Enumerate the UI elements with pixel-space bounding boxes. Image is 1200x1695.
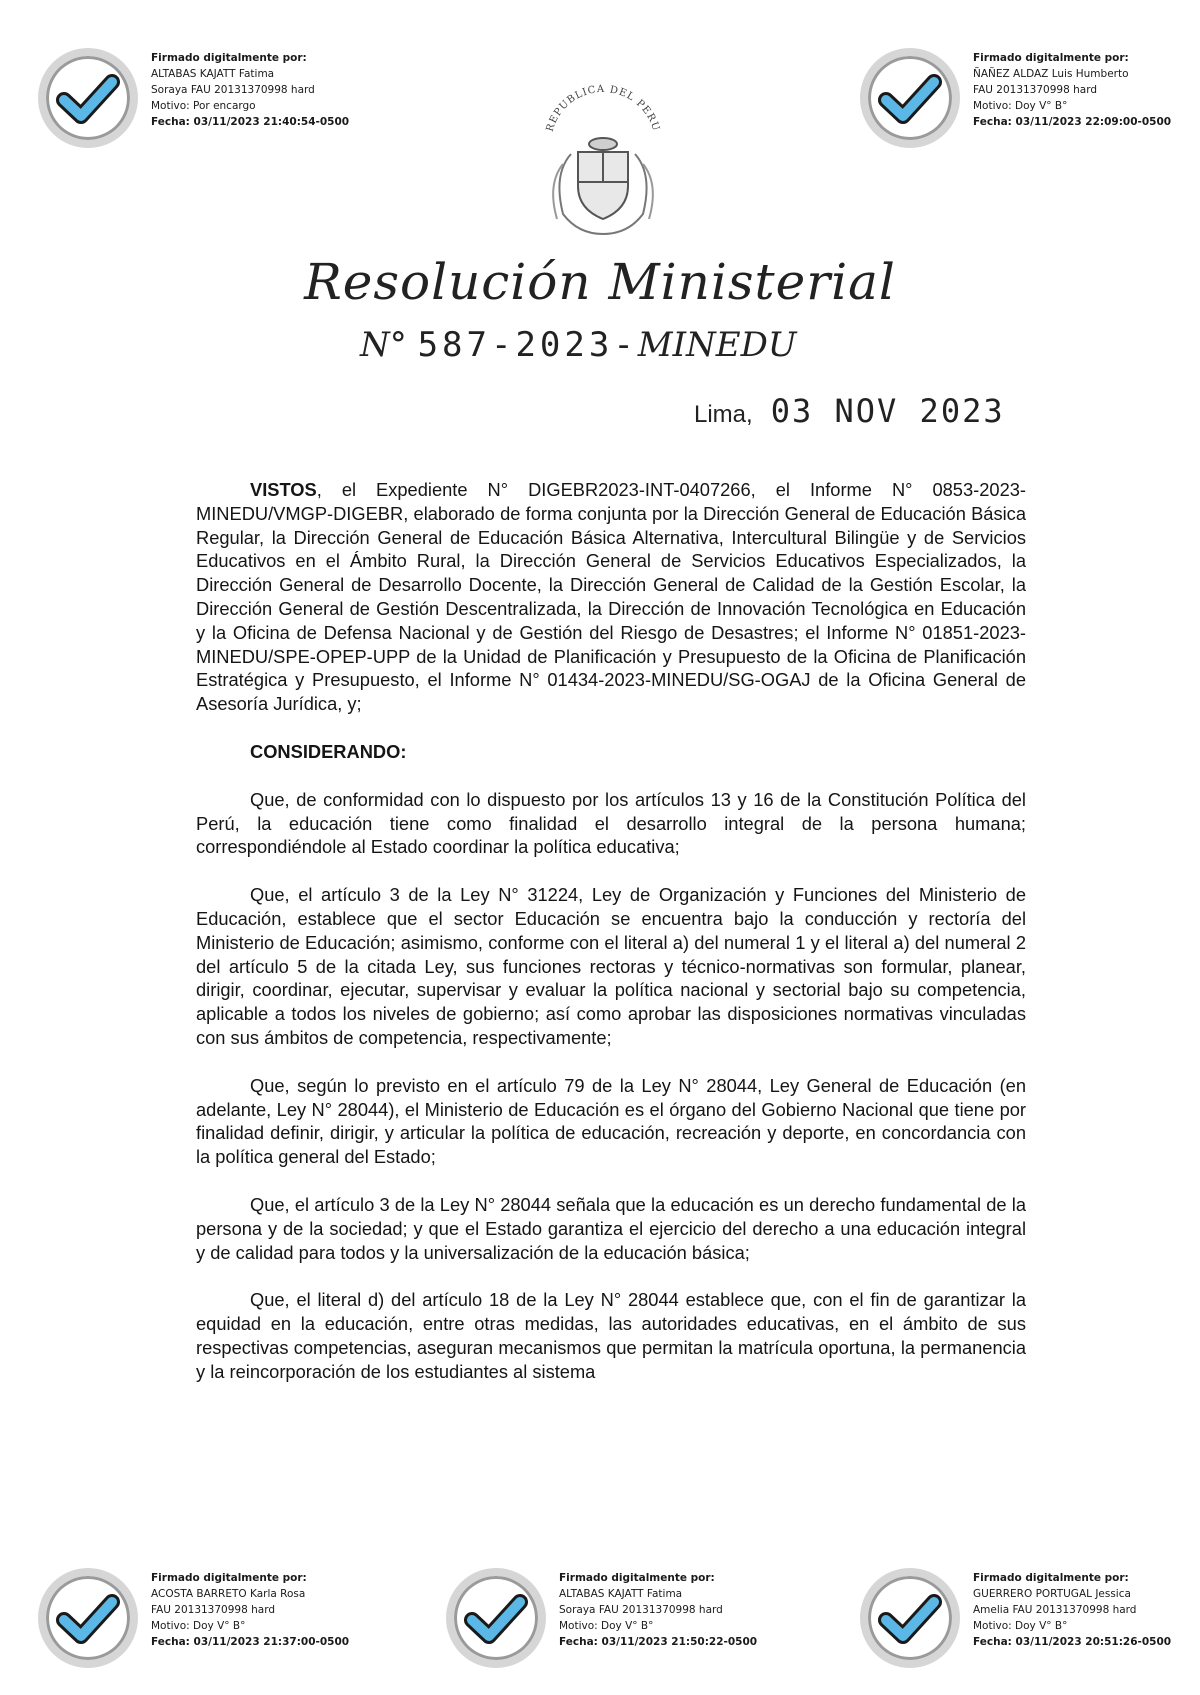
paragraph: Que, de conformidad con lo dispuesto por los artículos 13 y 16 de la Constitución Política del Perú, la educación tiene como finalidad el desarrollo integral de la persona humana; correspondiéndole al Estado coordinar la política educativa; bbox=[196, 788, 1026, 858]
signer-name-cont: FAU 20131370998 hard bbox=[973, 84, 1097, 96]
signature-motivo: Motivo: Doy V° B° bbox=[973, 100, 1068, 112]
signature-block-bottom-left bbox=[38, 1568, 358, 1668]
considerando-heading: CONSIDERANDO: bbox=[250, 740, 407, 762]
number-prefix: N° bbox=[360, 325, 407, 365]
signature-fecha: Fecha: 03/11/2023 20:51:26-0500 bbox=[973, 1636, 1172, 1648]
signer-name: ACOSTA BARRETO Karla Rosa bbox=[151, 1588, 306, 1600]
vistos-lead: VISTOS bbox=[250, 479, 317, 500]
signer-name: ALTABAS KAJATT Fatima bbox=[151, 68, 275, 80]
paragraph: Que, el artículo 3 de la Ley N° 31224, Ley de Organización y Funciones del Ministerio de Educación, establece que el sector Educación se encuentra bajo la conducción y rectoría del Ministerio de Educación; asimismo, conforme con el literal a) del numeral 1 y el literal a) del numeral 2 del artículo 5 de la citada Ley, sus funciones rectoras y técnico-normativas son formular, planear, dirigir, coordinar, ejecutar, supervisar y evaluar la política nacional y sectorial bajo su competencia, aplicable a todos los niveles de gobierno; así como aprobar las disposiciones normativas vinculadas con sus ámbitos de competencia, respectivamente; bbox=[196, 884, 1026, 1048]
coat-of-arms-icon bbox=[533, 74, 673, 244]
signature-fecha: Fecha: 03/11/2023 22:09:00-0500 bbox=[973, 116, 1172, 128]
number-value: 587-2023- bbox=[417, 325, 638, 365]
signer-name-cont: Amelia FAU 20131370998 hard bbox=[973, 1604, 1137, 1616]
signer-name: ÑAÑEZ ALDAZ Luis Humberto bbox=[973, 68, 1129, 80]
checkmark-badge-icon bbox=[38, 1568, 138, 1668]
place-date bbox=[694, 392, 1005, 430]
vistos-paragraph bbox=[196, 478, 1026, 716]
document-title: Resolución Ministerial bbox=[304, 253, 896, 311]
paragraph: Que, según lo previsto en el artículo 79 de la Ley N° 28044, Ley General de Educación (en adelante, Ley N° 28044), el Ministerio de Educación es el órgano del Gobierno Nacional que tiene por finalidad definir, dirigir, y articular la política de educación, recreación y deporte, en concordancia con la política general del Estado; bbox=[196, 1074, 1026, 1168]
signature-motivo: Motivo: Doy V° B° bbox=[151, 1620, 246, 1632]
signature-label: Firmado digitalmente por: bbox=[973, 1572, 1129, 1584]
signature-fecha: Fecha: 03/11/2023 21:50:22-0500 bbox=[559, 1636, 758, 1648]
signature-block-top-left bbox=[38, 48, 358, 148]
number-suffix: MINEDU bbox=[637, 325, 797, 365]
signer-name-cont: Soraya FAU 20131370998 hard bbox=[151, 84, 315, 96]
checkmark-badge-icon bbox=[860, 1568, 960, 1668]
seal-text: REPUBLICA DEL PERU bbox=[544, 83, 662, 133]
document-body bbox=[196, 478, 1026, 1408]
svg-text:REPUBLICA DEL PERU bbox=[545, 84, 662, 133]
date-stamp: 03 NOV 2023 bbox=[770, 392, 1005, 430]
signature-fecha: Fecha: 03/11/2023 21:37:00-0500 bbox=[151, 1636, 350, 1648]
signature-motivo: Motivo: Por encargo bbox=[151, 100, 256, 112]
signature-label: Firmado digitalmente por: bbox=[151, 1572, 307, 1584]
signature-fecha: Fecha: 03/11/2023 21:40:54-0500 bbox=[151, 116, 350, 128]
signature-label: Firmado digitalmente por: bbox=[151, 52, 307, 64]
checkmark-badge-icon bbox=[860, 48, 960, 148]
vistos-text: , el Expediente N° DIGEBR2023-INT-0407266, el Informe N° 0853-2023-MINEDU/VMGP-DIGEBR, elaborado de forma conjunta por la Dirección General de Educación Básica Regular, la Dirección General de Educación Básica Alternativa, Intercultural Bilingüe y de Servicios Educativos en el Ámbito Rural, la Dirección General de Servicios Educativos Especializados, la Dirección General de Desarrollo Docente, la Dirección General de Calidad de la Gestión Escolar, la Dirección General de Gestión Descentralizada, la Dirección de Innovación Tecnológica en Educación y la Oficina de Defensa Nacional y de Gestión del Riesgo de Desastres; el Informe N° 01851-2023-MINEDU/SPE-OPEP-UPP de la Unidad de Planificación y Presupuesto de la Oficina de Planificación Estratégica y Presupuesto, el Informe N° 01434-2023-MINEDU/SG-OGAJ de la Oficina General de Asesoría Jurídica, y; bbox=[196, 479, 1026, 715]
signature-label: Firmado digitalmente por: bbox=[559, 1572, 715, 1584]
signature-motivo: Motivo: Doy V° B° bbox=[559, 1620, 654, 1632]
signature-label: Firmado digitalmente por: bbox=[973, 52, 1129, 64]
paragraph: Que, el literal d) del artículo 18 de la Ley N° 28044 establece que, con el fin de garantizar la equidad en la educación, entre otras medidas, las autoridades educativas, en el ámbito de sus respectivas competencias, aseguran mecanismos que permitan la matrícula oportuna, la permanencia y la reincorporación de los estudiantes al sistema bbox=[196, 1289, 1026, 1382]
signature-motivo: Motivo: Doy V° B° bbox=[973, 1620, 1068, 1632]
signer-name-cont: Soraya FAU 20131370998 hard bbox=[559, 1604, 723, 1616]
checkmark-badge-icon bbox=[446, 1568, 546, 1668]
signature-block-top-right bbox=[860, 48, 1180, 148]
checkmark-badge-icon bbox=[38, 48, 138, 148]
place: Lima, bbox=[694, 401, 753, 428]
signer-name: ALTABAS KAJATT Fatima bbox=[559, 1588, 683, 1600]
resolution-number bbox=[360, 325, 797, 365]
signature-block-bottom-center bbox=[446, 1568, 766, 1668]
paragraph: Que, el artículo 3 de la Ley N° 28044 señala que la educación es un derecho fundamental de la persona y de la sociedad; y que el Estado garantiza el ejercicio del derecho a una educación integral y de calidad para todos y la universalización de la educación básica; bbox=[196, 1193, 1026, 1263]
signer-name: GUERRERO PORTUGAL Jessica bbox=[973, 1588, 1131, 1600]
signature-block-bottom-right bbox=[860, 1568, 1180, 1668]
signer-name-cont: FAU 20131370998 hard bbox=[151, 1604, 275, 1616]
